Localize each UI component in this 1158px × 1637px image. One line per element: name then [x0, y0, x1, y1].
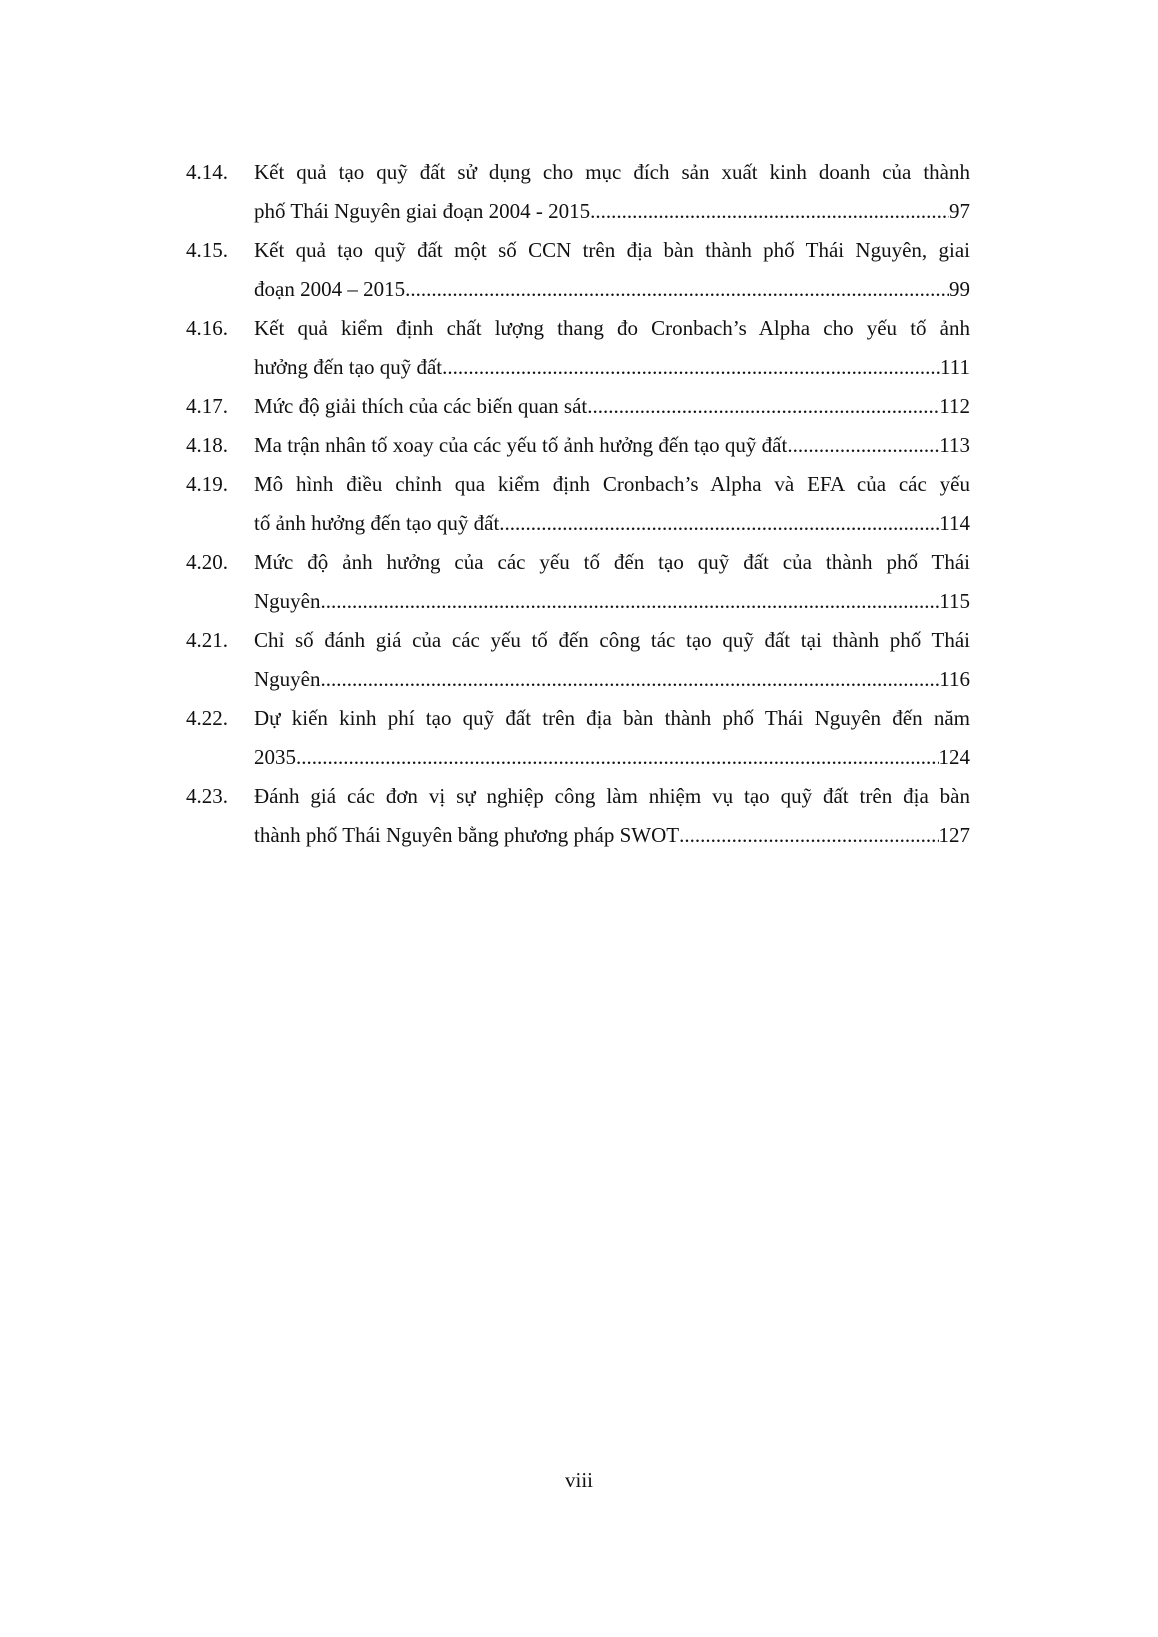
entry-title-last: 2035 [254, 745, 296, 769]
entry-number: 4.20. [186, 550, 228, 574]
entry-title-last: tố ảnh hưởng đến tạo quỹ đất [254, 511, 500, 535]
entry-title-last: hưởng đến tạo quỹ đất [254, 355, 443, 379]
entry-page: 124 [938, 745, 970, 769]
entry-page: 111 [940, 355, 970, 379]
leader-dots [499, 504, 939, 543]
toc-entry[interactable] [186, 621, 970, 699]
leader-dots [296, 738, 939, 777]
entry-number: 4.22. [186, 706, 228, 730]
entry-title-last: thành phố Thái Nguyên bằng phương pháp SWOT [254, 823, 680, 847]
leader-dots [787, 426, 939, 465]
entry-title-line: Kết quả tạo quỹ đất sử dụng cho mục đích sản xuất kinh doanh của thành [254, 160, 970, 184]
toc-entry[interactable] [186, 153, 970, 231]
entry-page: 97 [949, 199, 970, 223]
entry-title-line: Mức độ ảnh hưởng của các yếu tố đến tạo quỹ đất của thành phố Thái [254, 550, 970, 574]
toc-entry[interactable] [186, 231, 970, 309]
leader-dots [587, 387, 939, 426]
page-number: viii [564, 1468, 593, 1492]
toc-entry[interactable] [186, 699, 970, 777]
entry-title-last: Ma trận nhân tố xoay của các yếu tố ảnh hưởng đến tạo quỹ đất [254, 433, 788, 457]
entry-title-line: Kết quả tạo quỹ đất một số CCN trên địa bàn thành phố Thái Nguyên, giai [254, 238, 970, 262]
entry-number: 4.14. [186, 160, 228, 184]
entry-number: 4.19. [186, 472, 228, 496]
leader-dots [321, 660, 940, 699]
leader-dots [590, 192, 949, 231]
entry-title-last: phố Thái Nguyên giai đoạn 2004 - 2015 [254, 199, 591, 223]
entry-title-line: Chỉ số đánh giá của các yếu tố đến công tác tạo quỹ đất tại thành phố Thái [254, 628, 970, 652]
entry-page: 113 [939, 433, 970, 457]
entry-number: 4.21. [186, 628, 228, 652]
entry-page: 115 [939, 589, 970, 613]
leader-dots [405, 270, 949, 309]
toc-entry[interactable] [186, 777, 970, 855]
entry-page: 99 [949, 277, 970, 301]
entry-title-line: Dự kiến kinh phí tạo quỹ đất trên địa bàn thành phố Thái Nguyên đến năm [254, 706, 970, 730]
entry-number: 4.15. [186, 238, 228, 262]
leader-dots [679, 816, 938, 855]
leader-dots [442, 348, 940, 387]
entry-number: 4.16. [186, 316, 228, 340]
toc-entry[interactable] [186, 543, 970, 621]
entry-title-line: Đánh giá các đơn vị sự nghiệp công làm nhiệm vụ tạo quỹ đất trên địa bàn [254, 784, 970, 808]
entry-page: 114 [939, 511, 970, 535]
entry-number: 4.17. [186, 394, 228, 418]
entry-title-last: Nguyên [254, 589, 321, 613]
toc-entry[interactable] [186, 465, 970, 543]
entry-number: 4.18. [186, 433, 228, 457]
entry-title-last: Nguyên [254, 667, 321, 691]
leader-dots [321, 582, 940, 621]
entry-number: 4.23. [186, 784, 228, 808]
entry-page: 116 [939, 667, 970, 691]
entry-title-last: Mức độ giải thích của các biến quan sát [254, 394, 588, 418]
toc-entry[interactable] [186, 387, 970, 426]
toc-entry[interactable] [186, 426, 970, 465]
entry-title-line: Kết quả kiểm định chất lượng thang đo Cronbach’s Alpha cho yếu tố ảnh [254, 316, 970, 340]
entry-page: 112 [939, 394, 970, 418]
table-of-contents [186, 153, 970, 855]
entry-page: 127 [938, 823, 970, 847]
entry-title-line: Mô hình điều chỉnh qua kiểm định Cronbach’s Alpha và EFA của các yếu [254, 472, 970, 496]
entry-title-last: đoạn 2004 – 2015 [254, 277, 406, 301]
toc-entry[interactable] [186, 309, 970, 387]
